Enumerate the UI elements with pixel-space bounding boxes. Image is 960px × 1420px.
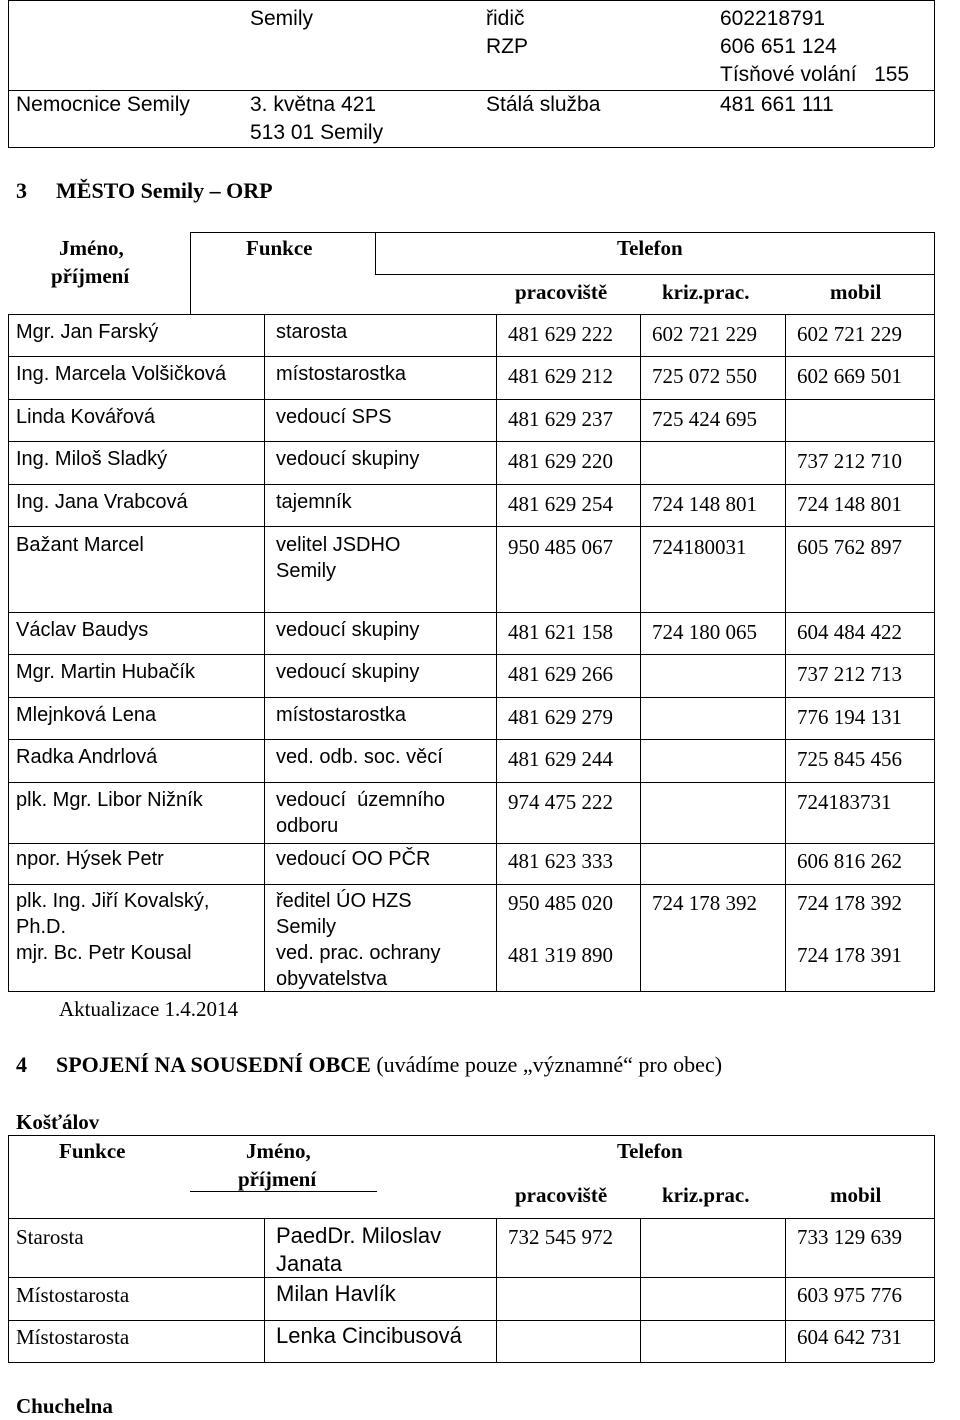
contact-function-line2: Semily [276,560,337,582]
top-cell-service: Stálá služba [486,93,601,116]
contact-workplace-phone: 481 629 279 [508,705,613,729]
contact-name: npor. Hýsek Petr [16,848,164,870]
contact-function: velitel JSDHO [276,534,401,556]
contact-mobile: 602 721 229 [797,322,902,346]
contact-workplace-phone: 481 629 212 [508,364,613,388]
contact-name-line2: Ph.D. [16,916,67,938]
contact-crisis-phone: 724 180 065 [652,620,757,644]
section-title: MĚSTO Semily – ORP [56,178,273,203]
contact-workplace-phone: 481 629 266 [508,662,613,686]
contact-mobile: 724 148 801 [797,492,902,516]
section-number: 4 [16,1052,27,1077]
header-function: Funkce [59,1139,126,1163]
official-name: PaedDr. Miloslav [276,1223,442,1248]
header-phone: Telefon [617,1139,683,1163]
contact-function-line2: odboru [276,815,339,837]
contact-name: Mlejnková Lena [16,704,157,726]
contact-workplace-phone: 481 629 222 [508,322,613,346]
contact-function: vedoucí skupiny [276,448,420,470]
contact-name: plk. Mgr. Libor Nižník [16,789,203,811]
header-name-2: příjmení [51,264,130,288]
official-name-line2: Janata [276,1251,343,1276]
contact-function: vedoucí SPS [276,406,392,428]
header-mobile: mobil [830,280,882,304]
municipality-heading: Košťálov [16,1110,100,1134]
contact-workplace-phone: 481 629 254 [508,492,613,516]
contact-name: Ing. Miloš Sladký [16,448,168,470]
contact-function: vedoucí skupiny [276,619,420,641]
section-title-note: (uvádíme pouze „významné“ pro obec) [376,1052,723,1077]
header-workplace: pracoviště [515,1183,608,1207]
contact-mobile: 725 845 456 [797,747,902,771]
top-cell-city: Semily [250,7,314,30]
header-mobile: mobil [830,1183,882,1207]
section-number: 3 [16,178,27,203]
contact-crisis-phone: 724180031 [652,535,747,559]
contact-workplace-phone: 481 621 158 [508,620,613,644]
header-name-2: příjmení [238,1167,317,1191]
official-mobile: 733 129 639 [797,1225,902,1249]
contact-workplace-phone: 950 485 020 [508,891,613,915]
official-workplace-phone: 732 545 972 [508,1225,613,1249]
contact-function: vedoucí skupiny [276,661,420,683]
contact-workplace-phone: 481 319 890 [508,943,613,967]
contact-crisis-phone: 724 148 801 [652,492,757,516]
contact-name: Ing. Marcela Volšičková [16,363,227,385]
contact-name: plk. Ing. Jiří Kovalský, [16,890,210,912]
contact-mobile: 724183731 [797,790,892,814]
header-function: Funkce [246,236,313,260]
contact-mobile: 724 178 391 [797,943,902,967]
contact-function: ředitel ÚO HZS [276,890,412,912]
top-cell-emergency: Tísňové volání 155 [720,63,910,86]
official-function: Místostarosta [16,1325,130,1349]
contact-workplace-phone: 974 475 222 [508,790,613,814]
contact-mobile: 602 669 501 [797,364,902,388]
header-crisis: kriz.prac. [662,1183,750,1207]
contact-mobile: 605 762 897 [797,535,902,559]
contact-name: Ing. Jana Vrabcová [16,491,188,513]
contact-workplace-phone: 481 623 333 [508,849,613,873]
contact-mobile: 606 816 262 [797,849,902,873]
official-mobile: 603 975 776 [797,1283,902,1307]
contact-function-line2: obyvatelstva [276,968,388,990]
official-function: Starosta [16,1225,84,1249]
top-cell-hospital: Nemocnice Semily [16,93,190,116]
contact-name: Václav Baudys [16,619,149,641]
official-name: Milan Havlík [276,1281,396,1306]
contact-crisis-phone: 724 178 392 [652,891,757,915]
contact-workplace-phone: 950 485 067 [508,535,613,559]
contact-name: Linda Kovářová [16,406,155,428]
contact-name: Mgr. Jan Farský [16,321,159,343]
contact-mobile: 724 178 392 [797,891,902,915]
header-name-1: Jméno, [59,236,124,260]
header-name-1: Jméno, [246,1139,311,1163]
contact-function: místostarostka [276,704,407,726]
top-cell-rzp: RZP [486,35,528,58]
top-cell-driver: řidič [486,7,525,30]
contact-mobile: 776 194 131 [797,705,902,729]
contact-workplace-phone: 481 629 244 [508,747,613,771]
municipality-heading: Chuchelna [16,1394,113,1418]
contact-name: mjr. Bc. Petr Kousal [16,942,192,964]
contact-name: Bažant Marcel [16,534,144,556]
section-title-bold: SPOJENÍ NA SOUSEDNÍ OBCE [56,1052,371,1077]
contact-crisis-phone: 725 072 550 [652,364,757,388]
top-cell-phone-1: 602218791 [720,7,826,30]
contact-workplace-phone: 481 629 220 [508,449,613,473]
contact-function: ved. prac. ochrany [276,942,441,964]
header-workplace: pracoviště [515,280,608,304]
contact-function: vedoucí OO PČR [276,848,431,870]
official-name: Lenka Cincibusová [276,1323,462,1348]
header-crisis: kriz.prac. [662,280,750,304]
contact-function: ved. odb. soc. věcí [276,746,443,768]
update-note: Aktualizace 1.4.2014 [59,997,239,1021]
top-cell-phone-2: 606 651 124 [720,35,837,58]
contact-function: tajemník [276,491,352,513]
contact-crisis-phone: 602 721 229 [652,322,757,346]
contact-mobile: 604 484 422 [797,620,902,644]
contact-crisis-phone: 725 424 695 [652,407,757,431]
contact-workplace-phone: 481 629 237 [508,407,613,431]
contact-function: místostarostka [276,363,407,385]
contact-function-line2: Semily [276,916,337,938]
contact-mobile: 737 212 713 [797,662,902,686]
contact-function: starosta [276,321,348,343]
contact-mobile: 737 212 710 [797,449,902,473]
top-cell-service-phone: 481 661 111 [720,93,834,116]
top-cell-address-2: 513 01 Semily [250,121,384,144]
top-cell-address-1: 3. května 421 [250,93,377,116]
official-mobile: 604 642 731 [797,1325,902,1349]
official-function: Místostarosta [16,1283,130,1307]
header-phone: Telefon [617,236,683,260]
contact-name: Radka Andrlová [16,746,158,768]
section-title [56,1051,722,1079]
contact-function: vedoucí územního [276,789,445,811]
contact-name: Mgr. Martin Hubačík [16,661,195,683]
